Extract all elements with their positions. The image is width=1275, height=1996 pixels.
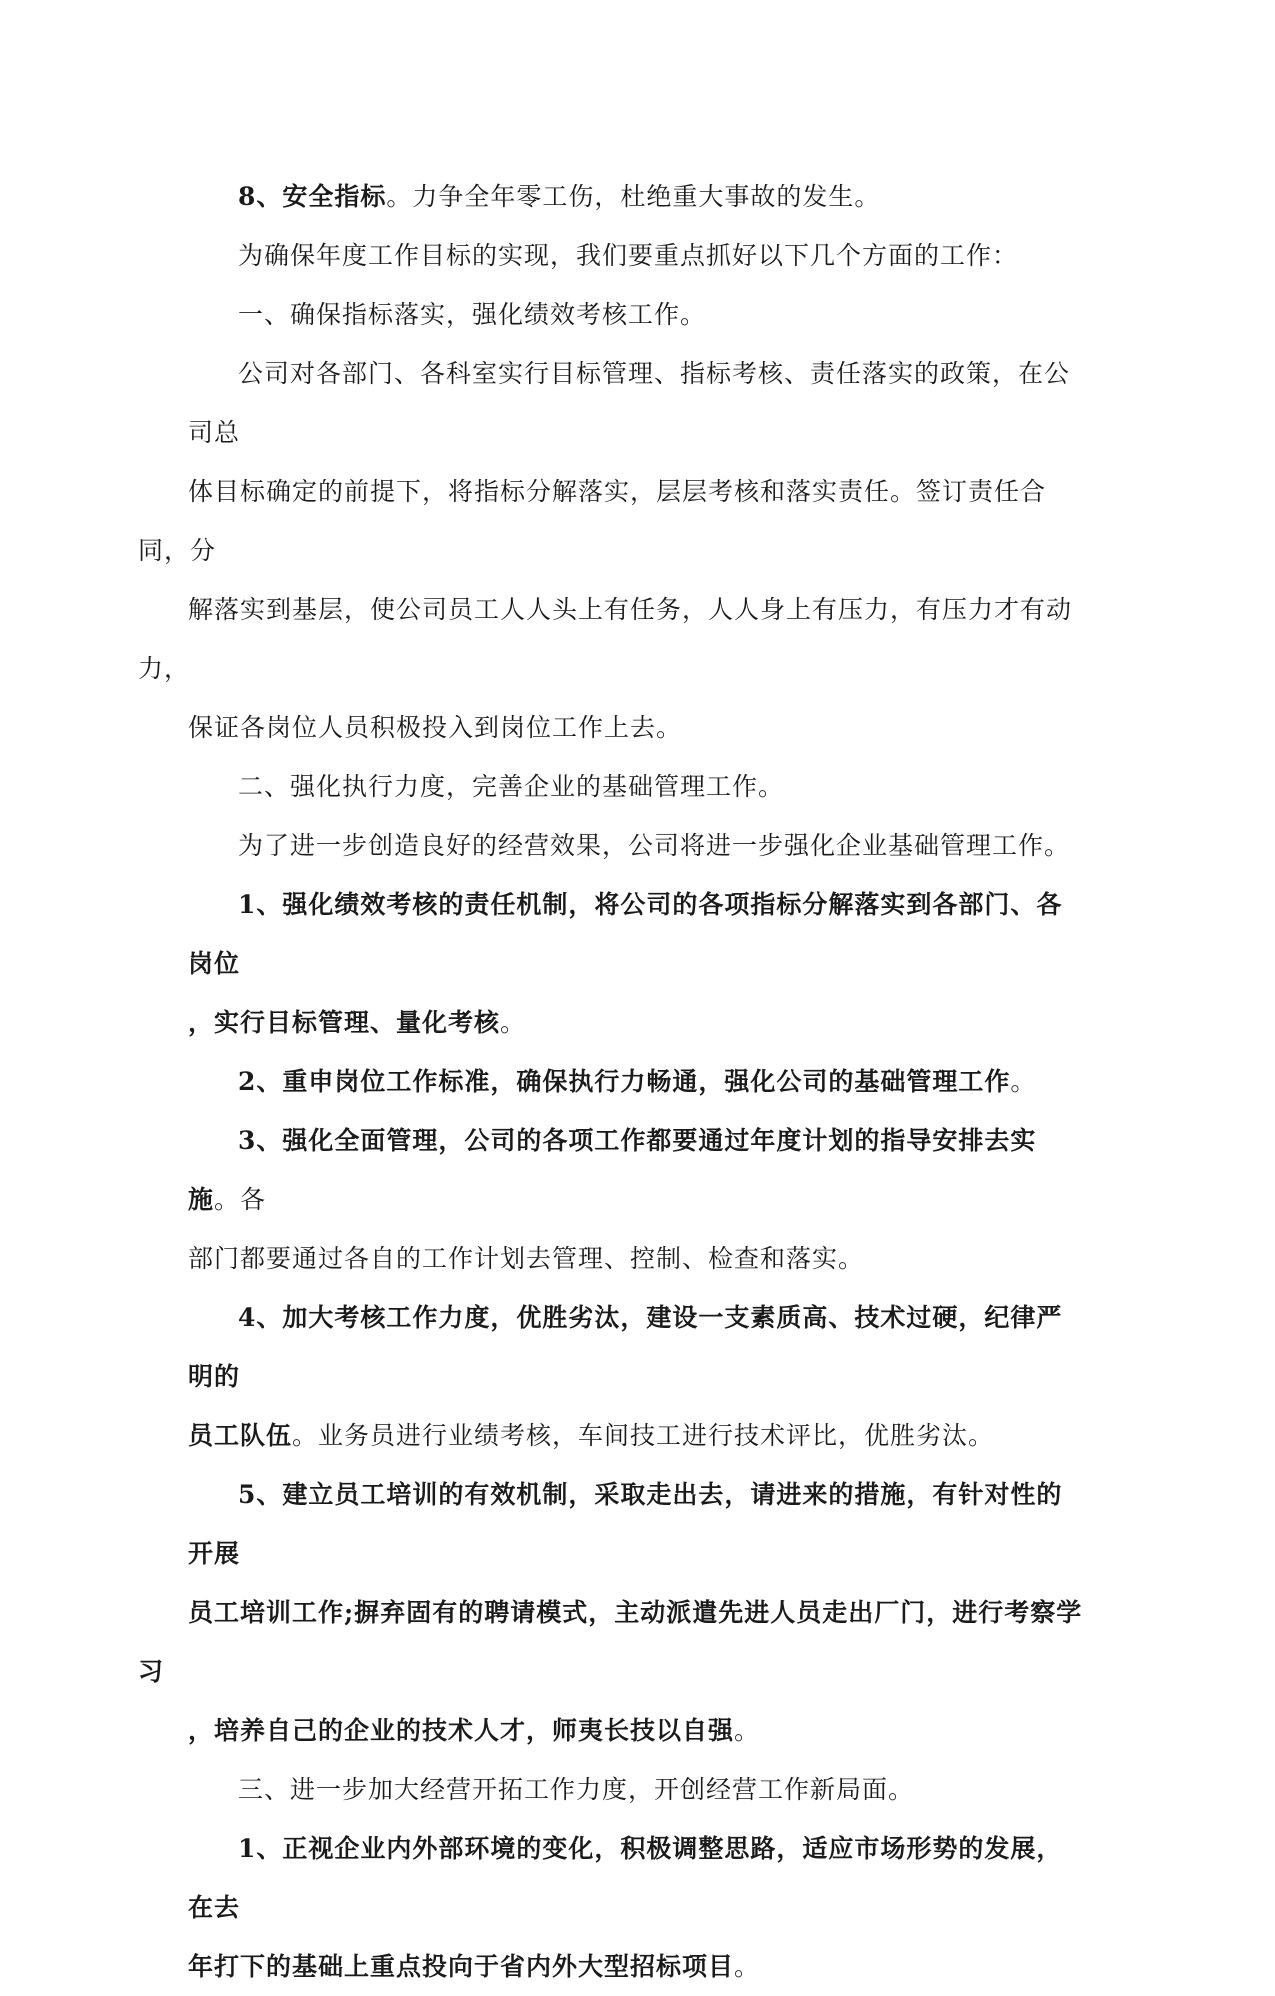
section-3-title: 三、进一步加大经营开拓工作力度，开创经营工作新局面。 — [238, 1775, 915, 1804]
intro-text: 为确保年度工作目标的实现，我们要重点抓好以下几个方面的工作： — [238, 241, 1019, 270]
basic-management-text: 为了进一步创造良好的经营效果，公司将进一步强化企业基础管理工作。 — [238, 831, 1071, 860]
item-5-line: 5、建立员工培训的有效机制，采取走出去，请进来的措施，有针对性的开展 — [188, 1480, 1063, 1568]
section-heading-2 — [188, 757, 1083, 816]
item-3-overall-management — [188, 1111, 1083, 1288]
market-item-line: 1、正视企业内外部环境的变化，积极调整思路，适应市场形势的发展，在去 — [188, 1834, 1063, 1922]
safety-target-text: 。力争全年零工伤，杜绝重大事故的发生。 — [386, 182, 881, 211]
item-5-training — [138, 1465, 1083, 1760]
item-4-assessment — [188, 1288, 1083, 1465]
item-3-bold-text: 3、强化全面管理，公司的各项工作都要通过年度计划的指导安排去实施 — [188, 1126, 1037, 1214]
item-1-performance — [188, 875, 1083, 1052]
item-1-line: ，实行目标管理、量化考核 — [188, 1008, 501, 1037]
item-5-line: 员工培训工作;摒弃固有的聘请模式，主动派遣先进人员走出厂门，进行考察学习 — [138, 1598, 1083, 1686]
text-line: 公司对各部门、各科室实行目标管理、指标考核、责任落实的政策，在公司总 — [188, 359, 1071, 447]
paragraph-intro — [188, 226, 1083, 285]
safety-target-heading: 8、安全指标 — [238, 182, 387, 211]
item-2-text: 2、重申岗位工作标准，确保执行力畅通，强化公司的基础管理工作 — [238, 1067, 1011, 1096]
paragraph-basic-management — [188, 816, 1083, 875]
item-4-line: 员工队伍 — [188, 1421, 293, 1450]
item-1-line: 1、强化绩效考核的责任机制，将公司的各项指标分解落实到各部门、各岗位 — [188, 890, 1063, 978]
paragraph-target-management — [138, 344, 1083, 757]
item-4-tail: 。业务员进行业绩考核，车间技工进行技术评比，优胜劣汰。 — [292, 1421, 995, 1450]
item-1-tail: 。 — [500, 1008, 527, 1037]
paragraph-safety-target — [188, 167, 1083, 226]
item-1-market — [188, 1819, 1083, 1996]
section-2-title: 二、强化执行力度，完善企业的基础管理工作。 — [238, 772, 785, 801]
market-item-tail: 。 — [734, 1952, 761, 1981]
document-body — [138, 167, 1083, 1996]
text-line: 体目标确定的前提下，将指标分解落实，层层考核和落实责任。签订责任合同，分 — [138, 477, 1047, 565]
section-heading-3 — [188, 1760, 1083, 1819]
item-2-standards — [188, 1052, 1083, 1111]
item-3-tail: 。各 — [214, 1185, 267, 1214]
item-3-line: 部门都要通过各自的工作计划去管理、控制、检查和落实。 — [188, 1244, 865, 1273]
section-1-title: 一、确保指标落实，强化绩效考核工作。 — [238, 300, 707, 329]
item-5-line: ，培养自己的企业的技术人才，师夷长技以自强 — [188, 1716, 735, 1745]
text-line: 保证各岗位人员积极投入到岗位工作上去。 — [188, 713, 683, 742]
item-2-tail: 。 — [1010, 1067, 1037, 1096]
market-item-line: 年打下的基础上重点投向于省内外大型招标项目 — [188, 1952, 735, 1981]
section-heading-1 — [188, 285, 1083, 344]
text-line: 解落实到基层，使公司员工人人头上有任务，人人身上有压力，有压力才有动力， — [138, 595, 1073, 683]
item-5-tail: 。 — [734, 1716, 761, 1745]
item-4-line: 4、加大考核工作力度，优胜劣汰，建设一支素质高、技术过硬，纪律严明的 — [188, 1303, 1063, 1391]
